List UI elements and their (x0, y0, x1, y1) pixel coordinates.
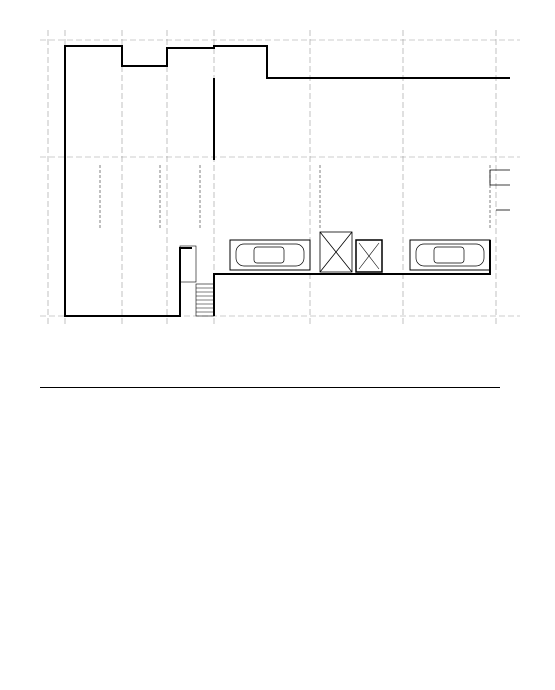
total-row (40, 388, 500, 408)
right-wall-detail (490, 170, 510, 210)
circulation-lines (100, 165, 490, 230)
floor-plan-drawing (0, 0, 555, 330)
axis-grid (40, 30, 520, 325)
lift-shaft (356, 240, 382, 272)
mid-cars (236, 244, 484, 266)
ramp-box (320, 232, 352, 272)
outer-walls (65, 46, 510, 316)
floor-plan-svg (0, 0, 555, 330)
table-header (40, 366, 500, 385)
staircase (180, 246, 214, 316)
area-table (40, 366, 500, 408)
